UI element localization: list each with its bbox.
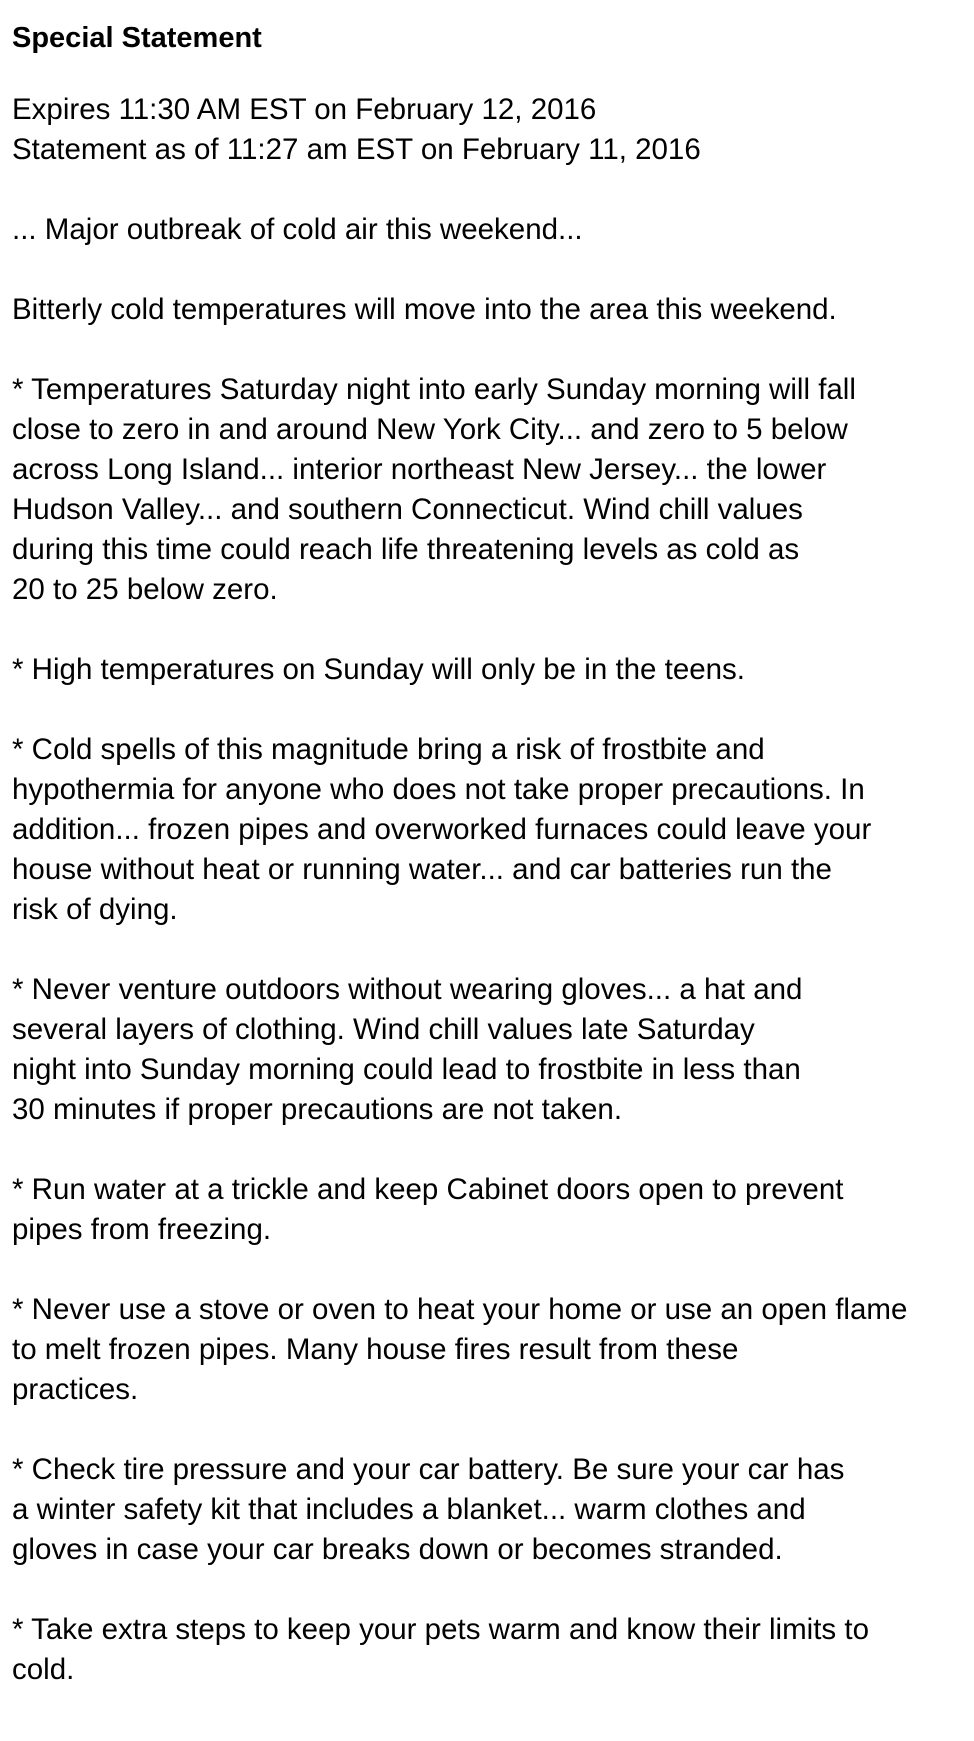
expires-line: Expires 11:30 AM EST on February 12, 2016: [12, 93, 597, 126]
statement-paragraph: [12, 730, 974, 930]
paragraph-line: 20 to 25 below zero.: [12, 573, 278, 606]
paragraph-line: risk of dying.: [12, 893, 178, 926]
paragraph-gap: [12, 170, 974, 210]
paragraph-gap: [12, 330, 974, 370]
statement-paragraph: [12, 290, 974, 330]
paragraph-line: addition... frozen pipes and overworked furnaces could leave your: [12, 813, 872, 846]
paragraph-line: house without heat or running water... and car batteries run the: [12, 853, 832, 886]
paragraph-gap: [12, 610, 974, 650]
statement-body: [12, 90, 974, 1690]
paragraph-line: gloves in case your car breaks down or becomes stranded.: [12, 1533, 783, 1566]
paragraph-line: pipes from freezing.: [12, 1213, 272, 1246]
paragraph-line: Bitterly cold temperatures will move into the area this weekend.: [12, 293, 837, 326]
paragraph-gap: [12, 250, 974, 290]
paragraph-line: * Never venture outdoors without wearing gloves... a hat and: [12, 973, 803, 1006]
statement-paragraph: [12, 370, 974, 610]
paragraph-line: a winter safety kit that includes a blanket... warm clothes and: [12, 1493, 806, 1526]
paragraph-line: to melt frozen pipes. Many house fires result from these: [12, 1333, 739, 1366]
paragraph-line: Hudson Valley... and southern Connecticut. Wind chill values: [12, 493, 803, 526]
statement-paragraph: [12, 210, 974, 250]
statement-paragraph: [12, 1610, 974, 1690]
statement-paragraph: [12, 1170, 974, 1250]
paragraph-gap: [12, 1410, 974, 1450]
paragraph-line: * Take extra steps to keep your pets warm and know their limits to: [12, 1613, 869, 1646]
statement-paragraph: [12, 970, 974, 1130]
statement-time-line: Statement as of 11:27 am EST on February 11, 2016: [12, 133, 701, 166]
paragraph-line: hypothermia for anyone who does not take proper precautions. In: [12, 773, 865, 806]
statement-paragraph: [12, 1450, 974, 1570]
paragraph-line: * Temperatures Saturday night into early Sunday morning will fall: [12, 373, 856, 406]
paragraph-gap: [12, 1570, 974, 1610]
statement-paragraph: [12, 650, 974, 690]
statement-title: Special Statement: [12, 22, 262, 54]
paragraph-line: cold.: [12, 1653, 75, 1686]
paragraph-gap: [12, 930, 974, 970]
statement-paragraph: [12, 1290, 974, 1410]
paragraph-gap: [12, 1130, 974, 1170]
paragraph-line: * Cold spells of this magnitude bring a risk of frostbite and: [12, 733, 765, 766]
paragraph-line: * Run water at a trickle and keep Cabinet doors open to prevent: [12, 1173, 844, 1206]
paragraph-line: 30 minutes if proper precautions are not taken.: [12, 1093, 623, 1126]
paragraph-gap: [12, 690, 974, 730]
paragraph-gap: [12, 1250, 974, 1290]
paragraph-line: * High temperatures on Sunday will only be in the teens.: [12, 653, 746, 686]
paragraph-line: * Never use a stove or oven to heat your home or use an open flame: [12, 1293, 908, 1326]
paragraph-line: across Long Island... interior northeast New Jersey... the lower: [12, 453, 827, 486]
paragraph-line: practices.: [12, 1373, 139, 1406]
statement-paragraphs: [12, 170, 974, 1690]
paragraph-line: during this time could reach life threatening levels as cold as: [12, 533, 800, 566]
paragraph-line: several layers of clothing. Wind chill values late Saturday: [12, 1013, 755, 1046]
paragraph-line: close to zero in and around New York City... and zero to 5 below: [12, 413, 848, 446]
paragraph-line: * Check tire pressure and your car battery. Be sure your car has: [12, 1453, 845, 1486]
paragraph-line: night into Sunday morning could lead to frostbite in less than: [12, 1053, 801, 1086]
paragraph-line: ... Major outbreak of cold air this weekend...: [12, 213, 583, 246]
